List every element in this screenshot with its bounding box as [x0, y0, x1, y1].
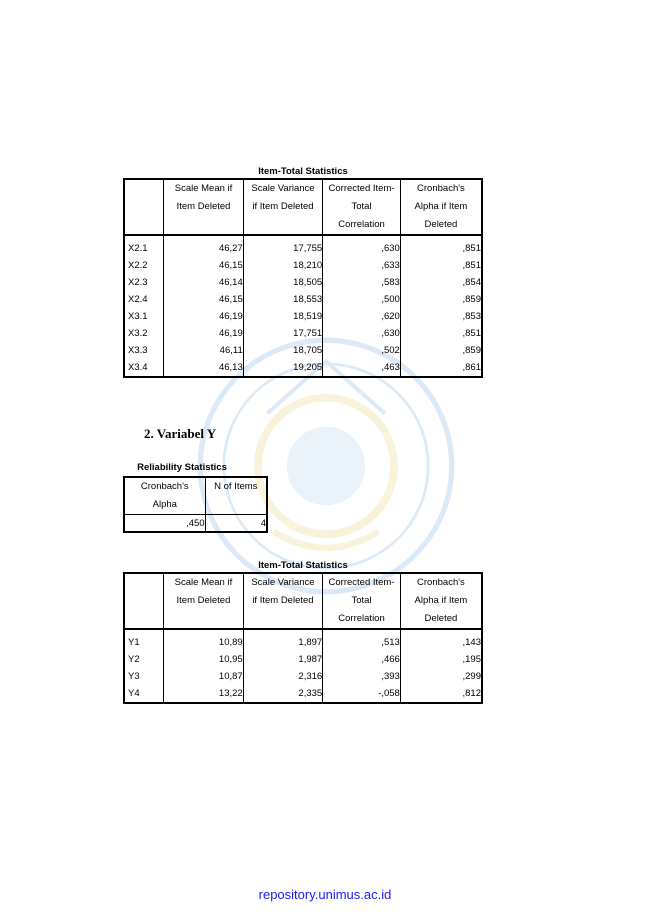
section-heading: 2. Variabel Y	[144, 426, 217, 441]
row-label: X3.4	[124, 359, 164, 377]
row-label: Y3	[128, 671, 140, 682]
table-row	[124, 651, 482, 668]
n-items-value: 4	[205, 515, 267, 533]
correlation-cell: ,466	[323, 651, 401, 668]
row-label: X2.3	[128, 277, 148, 288]
scale-variance-cell: 18,505	[243, 274, 322, 291]
stub-header	[124, 573, 164, 629]
alpha-cell: ,859	[400, 342, 482, 359]
scale-mean-cell: 46,13	[164, 359, 243, 377]
header-scale-variance: Scale Variance if Item Deleted	[243, 573, 323, 629]
table-row	[124, 629, 482, 651]
scale-variance-cell: 17,751	[243, 325, 322, 342]
table-row	[124, 274, 482, 291]
table-row	[124, 342, 482, 359]
header-scale-mean: Scale Mean if Item Deleted	[164, 179, 243, 235]
header-n-items: N of Items	[205, 477, 267, 515]
scale-mean-cell: 46,19	[164, 325, 243, 342]
alpha-cell: ,861	[400, 359, 482, 377]
scale-mean-cell: 46,27	[164, 235, 243, 257]
scale-mean-cell: 10,87	[164, 668, 243, 685]
row-label: X3.2	[128, 328, 148, 339]
correlation-cell: ,502	[323, 342, 401, 359]
scale-variance-cell: 2,316	[243, 668, 323, 685]
correlation-cell: ,583	[323, 274, 401, 291]
scale-mean-cell: 10,95	[164, 651, 243, 668]
alpha-cell: ,143	[400, 629, 482, 651]
alpha-cell: ,853	[400, 308, 482, 325]
alpha-cell: ,812	[400, 685, 482, 703]
scale-variance-cell: 18,705	[243, 342, 322, 359]
row-label: X2.4	[128, 294, 148, 305]
correlation-cell: -,058	[323, 685, 401, 703]
row-label: X3.1	[128, 311, 148, 322]
correlation-cell: ,463	[323, 359, 401, 377]
item-total-table-2	[123, 572, 483, 704]
scale-mean-cell: 13,22	[164, 685, 243, 703]
row-label: X2.2	[128, 260, 148, 271]
table-row	[124, 685, 482, 703]
scale-variance-cell: 18,553	[243, 291, 322, 308]
scale-mean-cell: 46,19	[164, 308, 243, 325]
row-label: Y4	[124, 685, 164, 703]
scale-variance-cell: 17,755	[243, 235, 322, 257]
scale-variance-cell: 18,519	[243, 308, 322, 325]
correlation-cell: ,630	[323, 325, 401, 342]
correlation-cell: ,513	[323, 629, 401, 651]
table-row	[124, 308, 482, 325]
correlation-cell: ,393	[323, 668, 401, 685]
table-row	[124, 235, 482, 257]
row-label: X3.3	[128, 345, 148, 356]
header-alpha-if-deleted: Cronbach's Alpha if Item Deleted	[400, 179, 482, 235]
scale-mean-cell: 10,89	[164, 629, 243, 651]
alpha-cell: ,851	[400, 325, 482, 342]
alpha-cell: ,195	[400, 651, 482, 668]
header-alpha-if-deleted: Cronbach's Alpha if Item Deleted	[400, 573, 482, 629]
row-label: Y1	[128, 637, 140, 648]
stub-header	[124, 179, 164, 235]
row-label: Y2	[128, 654, 140, 665]
item-total-title-2: Item-Total Statistics	[258, 560, 348, 571]
header-corrected-correlation: Corrected Item- Total Correlation	[323, 179, 401, 235]
scale-variance-cell: 1,987	[243, 651, 323, 668]
scale-variance-cell: 1,897	[243, 629, 323, 651]
cronbach-alpha-value: ,450	[186, 517, 205, 529]
header-cronbach-alpha: Cronbach's Alpha	[124, 477, 205, 515]
scale-variance-cell: 2,335	[243, 685, 323, 703]
table-row	[124, 668, 482, 685]
header-scale-variance: Scale Variance if Item Deleted	[243, 179, 322, 235]
correlation-cell: ,620	[323, 308, 401, 325]
item-total-table-1	[123, 178, 483, 378]
scale-mean-cell: 46,11	[164, 342, 243, 359]
repository-footer-link[interactable]: repository.unimus.ac.id	[258, 887, 392, 902]
row-label: X2.1	[128, 243, 148, 254]
scale-variance-cell: 19,205	[243, 359, 322, 377]
scale-mean-cell: 46,15	[164, 291, 243, 308]
reliability-title: Reliability Statistics	[137, 462, 227, 473]
correlation-cell: ,500	[323, 291, 401, 308]
alpha-cell: ,854	[400, 274, 482, 291]
header-scale-mean: Scale Mean if Item Deleted	[164, 573, 243, 629]
correlation-cell: ,630	[323, 235, 401, 257]
table-row	[124, 291, 482, 308]
alpha-cell: ,851	[400, 235, 482, 257]
item-total-title-1: Item-Total Statistics	[258, 166, 348, 177]
reliability-table	[123, 476, 268, 533]
correlation-cell: ,633	[323, 257, 401, 274]
alpha-cell: ,851	[400, 257, 482, 274]
scale-mean-cell: 46,14	[164, 274, 243, 291]
scale-mean-cell: 46,15	[164, 257, 243, 274]
table-row	[124, 325, 482, 342]
alpha-cell: ,299	[400, 668, 482, 685]
alpha-cell: ,859	[400, 291, 482, 308]
scale-variance-cell: 18,210	[243, 257, 322, 274]
header-corrected-correlation: Corrected Item- Total Correlation	[323, 573, 401, 629]
table-row	[124, 359, 482, 377]
table-row	[124, 257, 482, 274]
